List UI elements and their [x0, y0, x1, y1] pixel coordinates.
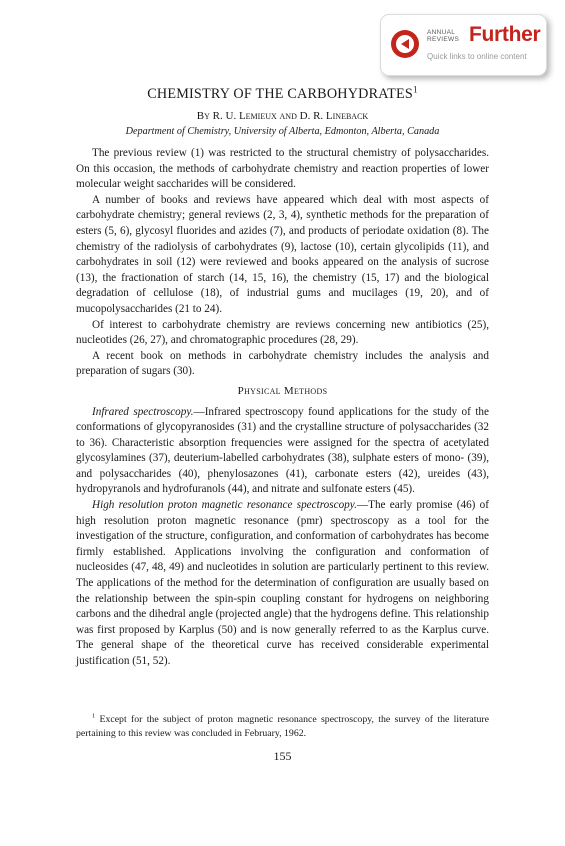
article-title: CHEMISTRY OF THE CARBOHYDRATES$^1$: [147, 84, 418, 102]
page-number: 155: [273, 749, 292, 763]
author-1: R. U. Lemieux: [212, 110, 277, 122]
author-2: D. R. Lineback: [299, 110, 369, 122]
article-body: [76, 146, 489, 670]
play-arrow-icon: [391, 30, 419, 58]
run-in-head-pmr: High resolution proton magnetic resonance spectroscopy.: [92, 499, 357, 512]
paragraph-1: The previous review (1) was restricted to the structural chemistry of polysaccharides. On this occasion, the methods of carbohydrate chemistry and reaction properties of lower molecular weight saccharides will be considered.: [76, 147, 489, 191]
footnote-mark: 1: [92, 712, 96, 720]
affiliation: Department of Chemistry, University of Alberta, Edmonton, Alberta, Canada: [125, 126, 440, 137]
paragraph-6: High resolution proton magnetic resonance spectroscopy.—The early promise (46) of high resolution proton magnetic resonance (pmr) spectroscopy as a tool for the investigation of the structure, configuration, and conformation of carbohydrates has become firmly established. Applications involving the configuration and conformation of nucleosides (47, 48, 49) and nucleotides in solution are particularly pertinent to this review. The applications of the method for the determination of configuration are usually based on the relationship between the spin-spin coupling constant for hydrogens on neighboring carbons and the dihedral angle (projected angle) that the hydrogens define. This relationship was first proposed by Karplus (50) and is now generally referred to as the Karplus curve. The general shape of the theoretical curve has received considerable experimental justification (51, 52).: [76, 499, 489, 667]
further-badge[interactable]: [380, 14, 547, 76]
paragraph-2: A number of books and reviews have appeared which deal with most aspects of carbohydrate chemistry; general reviews (2, 3, 4), synthetic methods for the preparation of esters (5, 6), glycosyl fluorides and azides (7), and products of periodate oxidation (8). The chemistry of the radiolysis of carbohydrates (9), lactose (10), certain glycolipids (11), and carbohydrates in soil (12) were reviewed and books appeared on the analysis of sucrose (13), the fractionation of starch (14, 15, 16), the chemistry (15, 17) and the biological degradation of cellulose (18), of industrial gums and mucilages (19, 20), and of mucopolysaccharides (21 to 24).: [76, 193, 489, 315]
paragraph-3: Of interest to carbohydrate chemistry are reviews concerning new antibiotics (25), nucleotides (26, 27), and chromatographic procedures (28, 29).: [76, 318, 489, 347]
badge-subtitle: Quick links to online content: [427, 52, 527, 61]
run-in-head-infrared: Infrared spectroscopy.: [92, 405, 194, 418]
paragraph-5: Infrared spectroscopy.—Infrared spectroscopy found applications for the study of the conformations of glycopyranosides (31) and the crystalline structure of polysaccharides (32 to 36). Characteristic absorption frequencies were assigned for the spectra of acetylated glycosylamines (37), deuterium-labelled carbohydrates (38), sulphate esters of mono- (39), and polysaccharides (40), phenylosazones (41), carbonate esters (42), ureides (43), hydropyranols and hydrofuranols (44), and nitrate and sulfonate esters (45).: [76, 405, 489, 496]
footnote: $^1$ Except for the subject of proton magnetic resonance spectroscopy, the survey of the literature pertaining to this review was concluded in February, 1962.: [76, 712, 489, 739]
section-heading: Physical Methods: [237, 384, 328, 397]
further-label: Further: [469, 23, 541, 46]
paragraph-4: A recent book on methods in carbohydrate chemistry includes the analysis and preparation of sugars (30).: [76, 349, 489, 378]
author-line: By R. U. Lemieux and D. R. Lineback: [196, 110, 369, 122]
title-footnote-mark: 1: [412, 84, 418, 95]
annual-reviews-wordmark: ANNUAL REVIEWS: [427, 29, 460, 43]
